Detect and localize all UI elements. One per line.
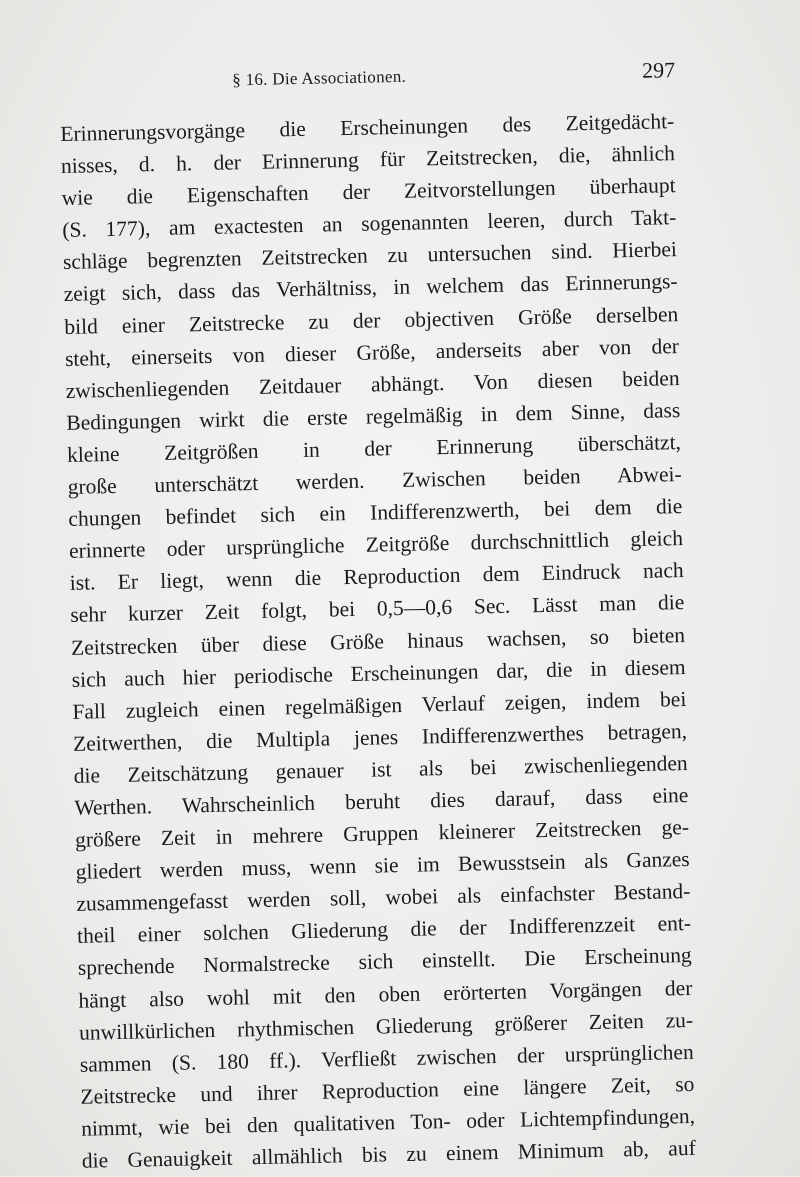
text-line: Fall zugleich einen regelmäßigen Verlauf zeigen, indem bei bbox=[72, 686, 687, 724]
text-line: erinnerte oder ursprüngliche Zeitgröße durchschnittlich gleich bbox=[68, 526, 684, 564]
text-line: sammen (S. 180 ff.). Verfließt zwischen der ursprünglichen bbox=[79, 1039, 694, 1077]
text-line: nimmt, wie bei den qualitativen Ton- oder Lichtempfindungen, bbox=[80, 1103, 696, 1141]
text-line: theil einer solchen Gliederung die der Indifferenzzeit ent- bbox=[76, 911, 692, 949]
text-line: gliedert werden muss, wenn sie im Bewusstsein als Ganzes bbox=[75, 847, 690, 884]
text-line: kleine Zeitgrößen in der Erinnerung überschätzt, bbox=[66, 430, 682, 467]
text-line: bild einer Zeitstrecke zu der objectiven Größe derselben bbox=[64, 301, 679, 339]
text-line: (S. 177), am exactesten an sogenannten leeren, durch Takt- bbox=[62, 205, 677, 243]
text-line: Zeitwerthen, die Multipla jenes Indifferenzwerthes betragen, bbox=[72, 718, 688, 756]
body-text bbox=[60, 105, 696, 1177]
running-title: § 16. Die Associationen. bbox=[232, 66, 407, 90]
text-line: sprechende Normalstrecke sich einstellt. Die Erscheinung bbox=[77, 943, 692, 981]
text-line: zeigt sich, dass das Verhältniss, in welchem das Erinnerungs- bbox=[63, 269, 678, 307]
text-line: sich auch hier periodische Erscheinungen dar, die in diesem bbox=[71, 654, 686, 692]
text-line: steht, einerseits von dieser Größe, anderseits aber von der bbox=[64, 333, 680, 371]
text-line: sehr kurzer Zeit folgt, bei 0,5—0,6 Sec. Lässt man die bbox=[70, 590, 685, 628]
text-line: Zeitstrecke und ihrer Reproduction eine längere Zeit, so bbox=[80, 1071, 695, 1109]
text-line: Erinnerungsvorgänge die Erscheinungen des Zeitgedächt- bbox=[60, 109, 675, 146]
text-line: nisses, d. h. der Erinnerung für Zeitstrecken, die, ähnlich bbox=[60, 141, 676, 179]
running-head bbox=[60, 57, 675, 100]
text-line: große unterschätzt werden. Zwischen beiden Abwei- bbox=[67, 462, 682, 499]
text-line: chungen befindet sich ein Indifferenzwerth, bei dem die bbox=[68, 494, 683, 532]
text-line: Bedingungen wirkt die erste regelmäßig in dem Sinne, dass bbox=[66, 397, 681, 435]
page-number: 297 bbox=[641, 57, 676, 83]
text-line: die Genauigkeit allmählich bis zu einem Minimum ab, auf bbox=[81, 1135, 696, 1173]
text-line: wie die Eigenschaften der Zeitvorstellungen überhaupt bbox=[61, 173, 676, 211]
text-line: zwischenliegenden Zeitdauer abhängt. Von diesen beiden bbox=[65, 365, 680, 403]
text-line: hängt also wohl mit den oben erörterten Vorgängen der bbox=[78, 975, 693, 1013]
text-line: Zeitstrecken über diese Größe hinaus wachsen, so bieten bbox=[70, 622, 686, 660]
text-line: unwillkürlichen rhythmischen Gliederung größerer Zeiten zu- bbox=[78, 1007, 694, 1045]
text-line: größere Zeit in mehrere Gruppen kleinerer Zeitstrecken ge- bbox=[74, 815, 690, 852]
text-line: schläge begrenzten Zeitstrecken zu untersuchen sind. Hierbei bbox=[62, 237, 678, 275]
text-line: zusammengefasst werden soll, wobei als einfachster Bestand- bbox=[76, 879, 691, 917]
text-line: die Zeitschätzung genauer ist als bei zwischenliegenden bbox=[73, 750, 688, 788]
text-line: ist. Er liegt, wenn die Reproduction dem Eindruck nach bbox=[69, 558, 684, 596]
text-line: Werthen. Wahrscheinlich beruht dies darauf, dass eine bbox=[74, 782, 689, 820]
